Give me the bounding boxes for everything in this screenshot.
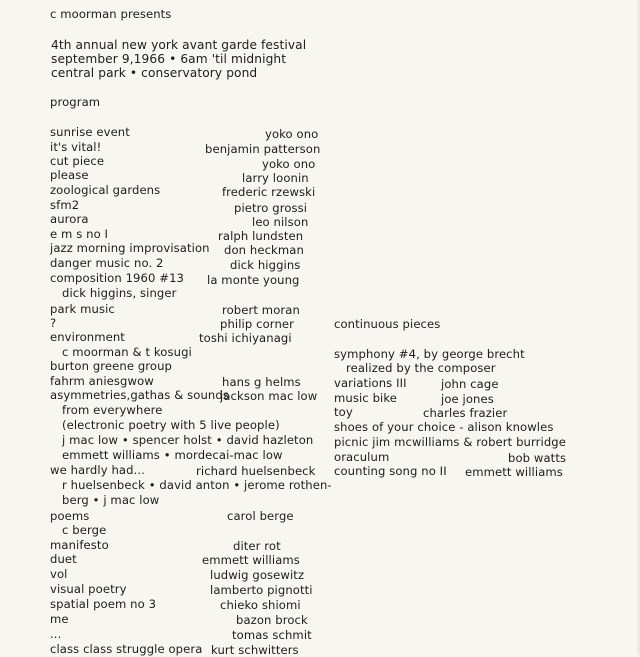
program-artist: yoko ono: [262, 157, 316, 171]
program-artist: benjamin patterson: [205, 142, 321, 156]
program-title: aurora: [50, 212, 89, 226]
program-artist: philip corner: [220, 317, 294, 331]
continuous-artist: charles frazier: [423, 406, 508, 420]
program-artist: larry loonin: [242, 171, 309, 185]
program-artist: bazon brock: [236, 613, 308, 627]
page-edge-shadow: [636, 0, 640, 655]
program-artist: richard huelsenbeck: [196, 464, 316, 478]
program-artist: pietro grossi: [234, 201, 308, 215]
program-artist: chieko shiomi: [220, 598, 301, 612]
program-title: jazz morning improvisation: [50, 241, 210, 255]
program-title: fahrm aniesgwow: [50, 374, 154, 388]
program-title: me: [50, 612, 69, 626]
program-subline: r huelsenbeck • david anton • jerome rothen-: [62, 478, 332, 492]
program-title: composition 1960 #13: [50, 271, 185, 285]
program-subline: berg • j mac low: [62, 493, 160, 507]
continuous-title: music bike: [334, 391, 397, 405]
program-artist: don heckman: [224, 243, 304, 257]
program-subline: emmett williams • mordecai-mac low: [62, 448, 283, 462]
program-subline: from everywhere: [62, 403, 163, 417]
program-title: sunrise event: [50, 125, 130, 139]
continuous-artist: emmett williams: [465, 465, 563, 479]
continuous-heading: continuous pieces: [334, 317, 441, 331]
program-title: sfm2: [50, 198, 80, 212]
continuous-title: symphony #4, by george brecht: [334, 347, 525, 361]
program-subline: j mac low • spencer holst • david hazleton: [62, 433, 314, 447]
program-title: class class struggle opera: [50, 642, 203, 656]
continuous-title: variations III: [334, 376, 407, 390]
program-title: zoological gardens: [50, 183, 161, 197]
festival-location: central park • conservatory pond: [51, 66, 258, 80]
program-artist: carol berge: [227, 509, 294, 523]
program-artist: robert moran: [222, 303, 300, 317]
program-artist: emmett williams: [202, 553, 300, 567]
program-artist: kurt schwitters: [211, 643, 299, 657]
program-artist: toshi ichiyanagi: [199, 331, 292, 345]
program-title: visual poetry: [50, 582, 127, 596]
program-title: vol: [50, 567, 68, 581]
program-artist: frederic rzewski: [222, 185, 316, 199]
continuous-title: counting song no II: [334, 464, 447, 478]
continuous-title: picnic jim mcwilliams & robert burridge: [334, 435, 566, 449]
program-artist: diter rot: [233, 539, 281, 553]
continuous-title: oraculum: [334, 450, 390, 464]
program-artist: jackson mac low: [220, 389, 318, 403]
program-title: we hardly had...: [50, 463, 145, 477]
program-title: park music: [50, 302, 115, 316]
program-subline: dick higgins, singer: [62, 286, 177, 300]
program-title: environment: [50, 330, 125, 344]
program-artist: la monte young: [207, 273, 300, 287]
program-artist: tomas schmit: [232, 628, 312, 642]
program-title: asymmetries,gathas & sounds: [50, 388, 229, 402]
program-title: danger music no. 2: [50, 256, 164, 270]
program-subline: (electronic poetry with 5 live people): [62, 418, 280, 432]
continuous-subline: realized by the composer: [346, 361, 496, 375]
program-title: it's vital!: [50, 140, 102, 154]
program-artist: hans g helms: [222, 375, 301, 389]
program-artist: ralph lundsten: [218, 229, 304, 243]
program-subline: c moorman & t kosugi: [62, 345, 192, 359]
continuous-artist: john cage: [441, 377, 499, 391]
program-title: burton greene group: [50, 359, 173, 373]
program-title: poems: [50, 509, 90, 523]
continuous-artist: bob watts: [508, 451, 567, 465]
program-title: duet: [50, 552, 77, 566]
program-artist: lamberto pignotti: [210, 583, 313, 597]
program-title: spatial poem no 3: [50, 597, 157, 611]
program-subline: c berge: [62, 523, 107, 537]
continuous-artist: joe jones: [441, 392, 494, 406]
festival-date: september 9,1966 • 6am 'til midnight: [51, 52, 287, 66]
program-title: ?: [50, 316, 57, 330]
program-title: e m s no I: [50, 227, 109, 241]
program-title: ...: [50, 627, 62, 641]
continuous-title: shoes of your choice - alison knowles: [334, 420, 554, 434]
festival-title: 4th annual new york avant garde festival: [51, 38, 307, 52]
program-title: cut piece: [50, 154, 105, 168]
program-title: manifesto: [50, 538, 109, 552]
continuous-title: toy: [334, 405, 353, 419]
program-artist: leo nilson: [252, 215, 309, 229]
presenter-line: c moorman presents: [50, 7, 172, 21]
program-title: please: [50, 168, 89, 182]
program-artist: ludwig gosewitz: [210, 568, 305, 582]
program-artist: yoko ono: [265, 127, 319, 141]
program-artist: dick higgins: [230, 258, 301, 272]
program-heading: program: [50, 95, 101, 109]
